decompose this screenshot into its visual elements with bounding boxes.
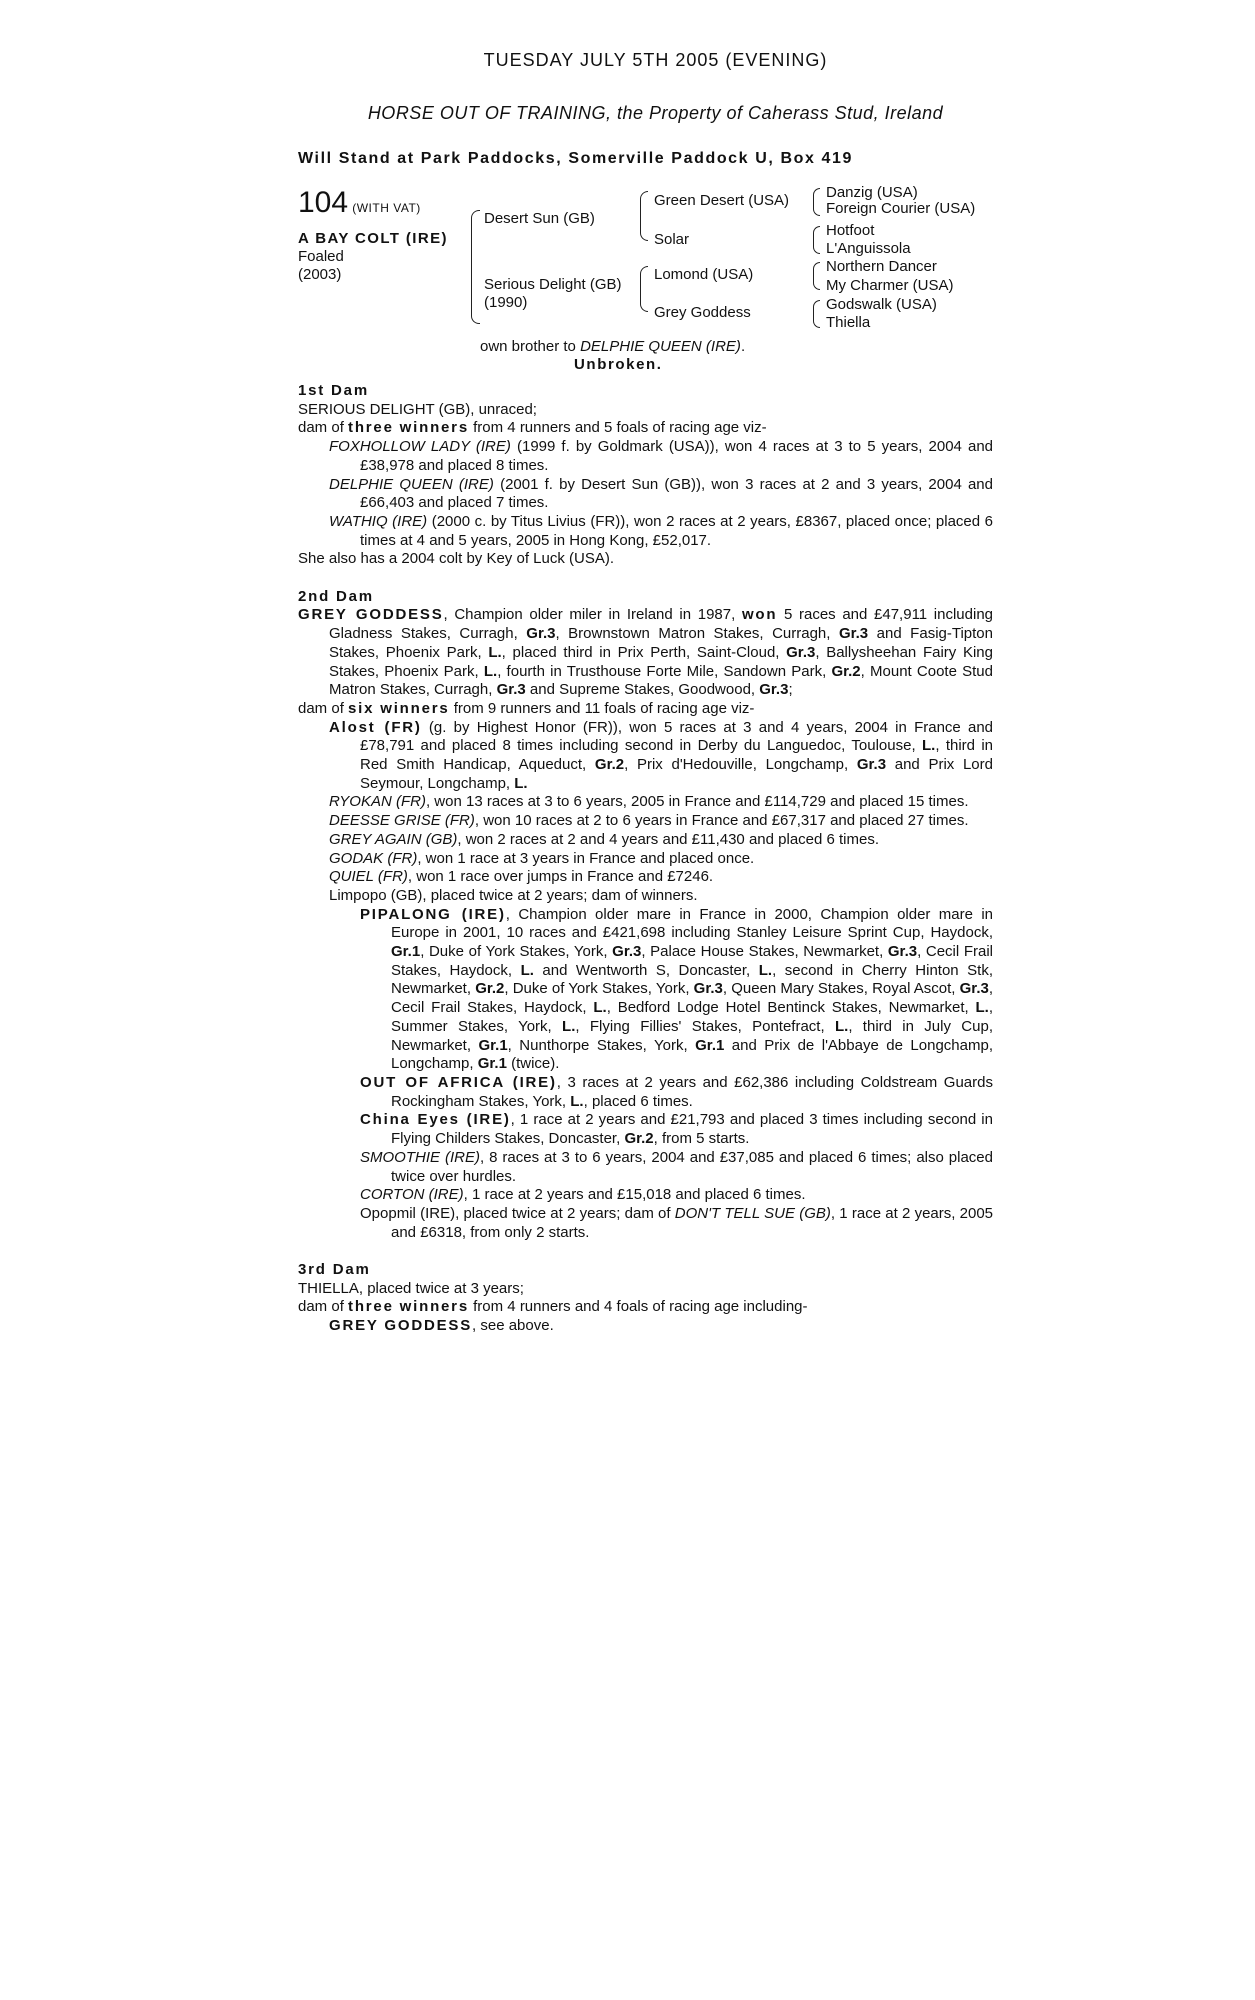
stand-location: Will Stand at Park Paddocks, Somerville Paddock U, Box 419 [298, 150, 854, 167]
pedigree-brace-g2 [813, 226, 820, 254]
produce-entry: GODAK (FR), won 1 race at 3 years in France and placed once. [329, 849, 755, 867]
pedigree-sire: Desert Sun (GB) [484, 210, 595, 227]
pedigree-ggp-5: Northern Dancer [826, 258, 937, 275]
entry-text: (1999 f. by Goldmark (USA)), won 4 races at 3 to 5 years, 2004 and £38,978 and placed 8 times. [360, 438, 993, 474]
grandproduce-entry: SMOOTHIE (IRE), 8 races at 3 to 6 years, 2004 and £37,085 and placed 6 times; also placed twice over hurdles. [360, 1148, 993, 1185]
grey-goddess-entry: GREY GODDESS, Champion older miler in Ireland in 1987, won 5 races and £47,911 including Gladness Stakes, Curragh, Gr.3, Brownstown Matron Stakes, Curragh, Gr.3 and Fasig-Tipton Stakes, Phoenix Park, L., placed third in Prix Perth, Saint-Cloud, Gr.3, Ballysheehan Fairy King Stakes, Phoenix Park, L., fourth in Trusthouse Forte Mile, Sandown Park, Gr.2, Mount Coote Stud Matron Stakes, Curragh, Gr.3 and Supreme Stakes, Goodwood, Gr.3; [298, 606, 994, 699]
produce-entry: QUIEL (FR), won 1 race over jumps in France and £7246. [329, 868, 714, 886]
winners-count: six winners [348, 699, 450, 717]
catalogue-page [298, 46, 993, 1336]
third-dam-intro: THIELLA, placed twice at 3 years; [298, 1279, 524, 1297]
pedigree-ggp-8: Thiella [826, 314, 871, 331]
pedigree-ggp-3: Hotfoot [826, 222, 875, 239]
lot-heading [298, 186, 421, 220]
own-brother-note [480, 338, 745, 356]
horse-name: GODAK (FR) [329, 849, 418, 867]
winners-count: three winners [348, 419, 469, 437]
second-dam-label: 2nd Dam [298, 587, 374, 605]
pedigree-brace-g1 [813, 188, 820, 216]
produce-entry: Limpopo (GB), placed twice at 2 years; dam of winners. [329, 886, 698, 904]
horse-name: PIPALONG (IRE) [360, 905, 506, 923]
horse-name: China Eyes (IRE) [360, 1111, 511, 1129]
horse-name: GREY AGAIN (GB) [329, 830, 458, 848]
first-dam-also: She also has a 2004 colt by Key of Luck (USA). [298, 550, 615, 568]
produce-entry [298, 438, 993, 475]
entry-text: (2000 c. by Titus Livius (FR)), won 2 races at 2 years, £8367, placed once; placed 6 times at 4 and 5 years, 2005 in Hong Kong, £52,017. [360, 512, 993, 549]
sale-date: TUESDAY JULY 5TH 2005 (EVENING) [483, 50, 828, 70]
pedigree-ggp-7: Godswalk (USA) [826, 296, 937, 313]
pedigree-ggp-4: L'Anguissola [826, 240, 911, 257]
horse-name: QUIEL (FR) [329, 868, 408, 886]
horse-name: DEESSE GRISE (FR) [329, 812, 475, 830]
second-dam-produce: dam of six winners from 9 runners and 11 foals of racing age viz- [298, 699, 755, 717]
horse-name: OUT OF AFRICA (IRE) [360, 1074, 557, 1091]
horse-name: WATHIQ (IRE) [329, 512, 428, 530]
produce-entry: GREY AGAIN (GB), won 2 races at 2 and 4 years and £11,430 and placed 6 times. [329, 830, 880, 848]
pedigree-brace-g4 [813, 300, 820, 328]
horse-name: RYOKAN (FR) [329, 793, 426, 811]
lot-description: A BAY COLT (IRE) [298, 230, 448, 247]
status-unbroken: Unbroken. [574, 356, 663, 373]
foaled-label: Foaled [298, 248, 344, 265]
first-dam-label: 1st Dam [298, 382, 369, 399]
vendor-line: HORSE OUT OF TRAINING, the Property of Caherass Stud, Ireland [367, 103, 944, 123]
third-dam-produce: dam of three winners from 4 runners and 4 foals of racing age including- [298, 1298, 808, 1316]
horse-name: GREY GODDESS [298, 606, 444, 624]
pedigree-sire-dam: Solar [654, 231, 690, 248]
pedigree-brace-sire [640, 191, 648, 241]
pedigree-dam: Serious Delight (GB) [484, 276, 622, 293]
pedigree-ggp-1: Danzig (USA) [826, 184, 918, 201]
grandproduce-entry: China Eyes (IRE), 1 race at 2 years and £21,793 and placed 3 times including second in Flying Childers Stakes, Doncaster, Gr.2, from 5 starts. [360, 1111, 993, 1148]
lot-number: 104 [298, 186, 349, 219]
horse-name: GREY GODDESS [329, 1317, 473, 1335]
first-dam-section [298, 382, 993, 1336]
horse-name: CORTON (IRE) [360, 1186, 464, 1204]
horse-name: FOXHOLLOW LADY (IRE) [329, 438, 511, 456]
pedigree-sire-sire: Green Desert (USA) [654, 192, 790, 209]
grandproduce-entry: CORTON (IRE), 1 race at 2 years and £15,018 and placed 6 times. [360, 1186, 806, 1204]
pedigree-brace-dam [640, 266, 648, 312]
grandproduce-entry: PIPALONG (IRE), Champion older mare in France in 2000, Champion older mare in Europe in 2001, 10 races and £421,698 including Stanley Leisure Sprint Cup, Haydock, Gr.1, Duke of York Stakes, York, Gr.3, Palace House Stakes, Newmarket, Gr.3, Cecil Frail Stakes, Haydock, L. and Wentworth S, Doncaster, L., second in Cherry Hinton Stk, Newmarket, Gr.2, Duke of York Stakes, York, Gr.3, Queen Mary Stakes, Royal Ascot, Gr.3, Cecil Frail Stakes, Haydock, L., Bedford Lodge Hotel Bentinck Stakes, Newmarket, L., Summer Stakes, York, L., Flying Fillies' Stakes, Pontefract, L., third in July Cup, Newmarket, Gr.1, Nunthorpe Stakes, York, Gr.1 and Prix de l'Abbaye de Longchamp, Longchamp, Gr.1 (twice). [360, 905, 994, 1073]
own-brother-prefix: own brother to [480, 338, 581, 355]
grandproduce-entry: OUT OF AFRICA (IRE), 3 races at 2 years and £62,386 including Coldstream Guards Rockingham Stakes, York, L., placed 6 times. [360, 1074, 993, 1110]
horse-name: Alost (FR) [329, 718, 422, 736]
lot-vat: (WITH VAT) [352, 201, 421, 215]
horse-name: DELPHIE QUEEN (IRE) [329, 475, 494, 493]
horse-name: DON'T TELL SUE (GB) [674, 1204, 831, 1222]
produce-entry [298, 476, 993, 513]
first-dam-intro: SERIOUS DELIGHT (GB), unraced; [298, 400, 537, 418]
entry-text: (2001 f. by Desert Sun (GB)), won 3 races at 2 and 3 years, 2004 and £66,403 and placed 7 times. [360, 475, 993, 512]
pedigree-brace-main [471, 210, 480, 324]
pedigree-dam-sire: Lomond (USA) [654, 266, 754, 283]
produce-entry [298, 513, 993, 550]
produce-entry: GREY GODDESS, see above. [329, 1317, 554, 1335]
horse-name: SMOOTHIE (IRE) [360, 1148, 480, 1166]
winners-count: three winners [348, 1298, 469, 1316]
grandproduce-entry: Opopmil (IRE), placed twice at 2 years; dam of DON'T TELL SUE (GB), 1 race at 2 years, 2005 and £6318, from only 2 starts. [360, 1204, 994, 1241]
dam-of-suffix: from 4 runners and 5 foals of racing age viz- [468, 419, 767, 437]
produce-entry: DEESSE GRISE (FR), won 10 races at 2 to 6 years in France and £67,317 and placed 27 times. [329, 812, 969, 830]
third-dam-label: 3rd Dam [298, 1261, 371, 1279]
first-dam-produce [298, 419, 993, 438]
pedigree-dam-dam: Grey Goddess [654, 304, 751, 321]
produce-entry: RYOKAN (FR), won 13 races at 3 to 6 years, 2005 in France and £114,729 and placed 15 times. [329, 793, 969, 811]
own-brother-suffix: . [740, 338, 746, 355]
produce-entry: Alost (FR) (g. by Highest Honor (FR)), won 5 races at 3 and 4 years, 2004 in France and £78,791 and placed 8 times including second in Derby du Languedoc, Toulouse, L., third in Red Smith Handicap, Aqueduct, Gr.2, Prix d'Hedouville, Longchamp, Gr.3 and Prix Lord Seymour, Longchamp, L. [329, 718, 994, 792]
own-brother-name: DELPHIE QUEEN (IRE) [580, 338, 741, 355]
pedigree-dam-year: (1990) [484, 294, 528, 311]
pedigree-ggp-6: My Charmer (USA) [826, 277, 954, 294]
pedigree-table [298, 186, 993, 382]
pedigree-ggp-2: Foreign Courier (USA) [826, 200, 976, 217]
foaled-year: (2003) [298, 266, 342, 283]
pedigree-brace-g3 [813, 262, 820, 290]
dam-of-prefix: dam of [298, 419, 349, 437]
